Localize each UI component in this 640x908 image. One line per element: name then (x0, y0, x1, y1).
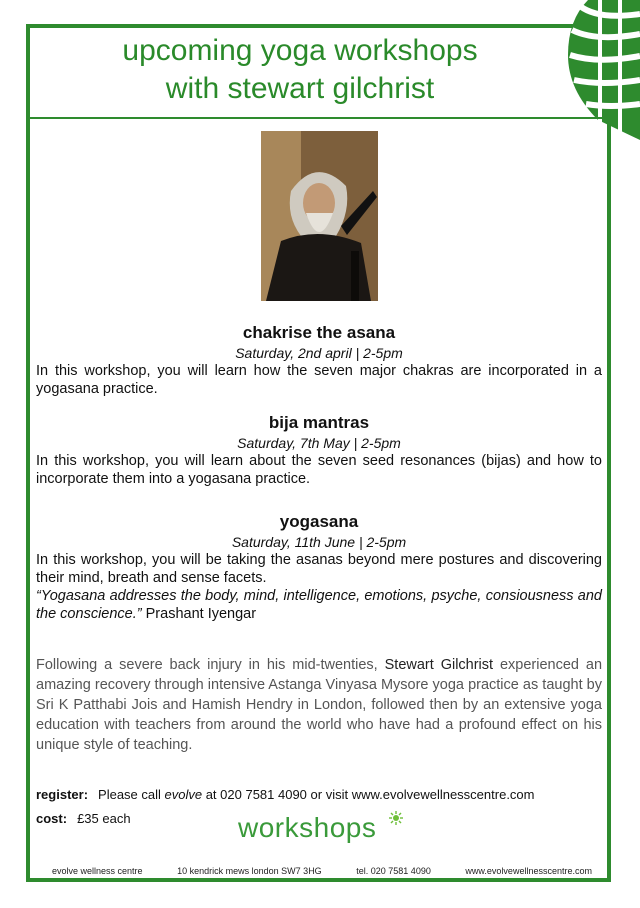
instructor-photo (261, 131, 378, 301)
title-divider (30, 117, 610, 119)
footer-website: www.evolvewellnesscentre.com (465, 866, 592, 876)
workshop-description: In this workshop, you will learn about the seven seed resonances (bijas) and how to incorporate them into a yogasana practice. (36, 453, 602, 487)
workshop-3 (36, 511, 602, 623)
workshop-title: yogasana (279, 512, 359, 531)
footer-name: evolve wellness centre (52, 866, 143, 876)
register-line (36, 787, 535, 802)
workshop-1 (36, 322, 602, 398)
workshop-date: Saturday, 11th June | 2-5pm (231, 534, 407, 550)
register-text-rest: at 020 7581 4090 or visit www.evolvewellnesscentre.com (202, 787, 535, 802)
workshop-description: In this workshop, you will be taking the asanas beyond mere postures and discovering their mind, breath and sense facets. (36, 552, 602, 586)
title-line-2: with stewart gilchrist (165, 72, 435, 105)
cost-line (36, 811, 131, 826)
footer (52, 866, 592, 876)
workshop-title: bija mantras (268, 413, 370, 432)
register-label: register: (36, 787, 89, 802)
instructor-name: Stewart Gilchrist (384, 657, 494, 673)
footer-address: 10 kendrick mews london SW7 3HG (177, 866, 322, 876)
workshop-title: chakrise the asana (242, 323, 396, 342)
register-text-start: Please call (98, 787, 165, 802)
workshops-wordmark: workshops (238, 812, 377, 843)
workshop-date: Saturday, 2nd april | 2-5pm (235, 345, 403, 361)
page-title (40, 32, 560, 108)
title-line-1: upcoming yoga workshops (122, 34, 478, 67)
workshop-date: Saturday, 7th May | 2-5pm (237, 435, 401, 451)
workshop-description: In this workshop, you will learn how the seven major chakras are incorporated in a yogasana practice. (36, 363, 602, 397)
workshop-2 (36, 412, 602, 488)
workshop-quote (36, 587, 602, 623)
cost-label: cost: (36, 811, 68, 826)
cost-value: £35 each (77, 811, 131, 826)
bio-text-start: Following a severe back injury in his mid-twenties, (36, 657, 385, 673)
quote-text: “Yogasana addresses the body, mind, intelligence, emotions, psyche, consiousness and the conscience.” (36, 588, 602, 622)
instructor-bio (36, 655, 602, 755)
quote-author: Prashant Iyengar (145, 606, 257, 622)
sun-icon (389, 811, 403, 825)
bio-text-rest: experienced an amazing recovery through intensive Astanga Vinyasa Mysore yoga practice as taught by Sri K Patthabi Jois and Hamish Hendry in London, followed then by an extensive yoga education with teachers from around the world who have had a profound effect on his unique style of teaching. (36, 657, 603, 753)
register-brand: evolve (164, 787, 203, 802)
footer-phone: tel. 020 7581 4090 (356, 866, 431, 876)
